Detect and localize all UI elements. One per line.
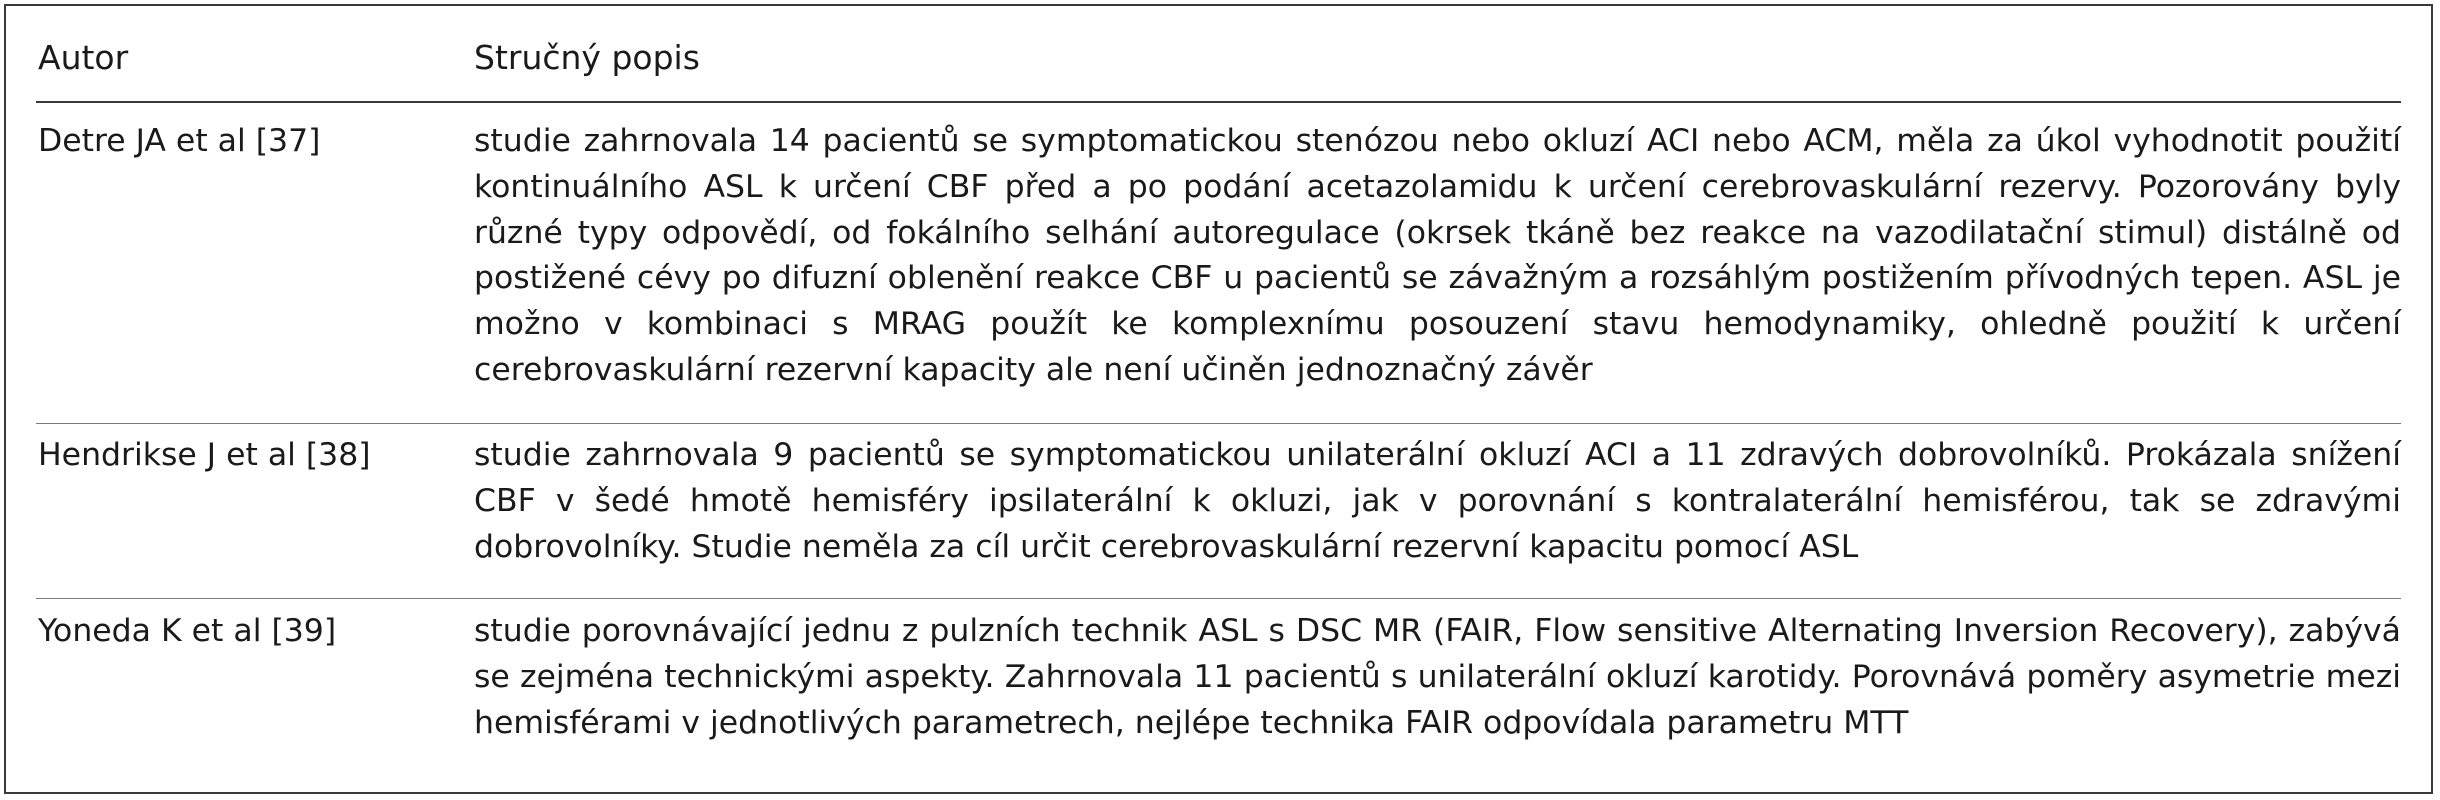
- row-description: studie zahrnovala 14 pacientů se symptomatickou stenózou nebo okluzí ACI nebo ACM, měla za úkol vyhodnotit použití kontinuálního ASL k určení CBF před a po podání acetazolamidu k určení cerebrovaskulární rezervy. Pozorovány byly různé typy odpovědí, od fokálního selhání autoregulace (okrsek tkáně bez reakce na vazodilatační stimul) distálně od postižené cévy po difuzní oblenění reakce CBF u pacientů se závažným a rozsáhlým postižením přívodných tepen. ASL je možno v kombinaci s MRAG použít ke komplexnímu posouzení stavu hemodynamiky, ohledně použití k určení cerebrovaskulární rezervní kapacity ale není učiněn jednoznačný závěr: [474, 123, 2401, 388]
- row-divider: [36, 423, 2401, 424]
- row-description: studie porovnávající jednu z pulzních technik ASL s DSC MR (FAIR, Flow sensitive Alternating Inversion Recovery), zabývá se zejména technickými aspekty. Zahrnovala 11 pacientů s unilaterální okluzí karotidy. Porovnává poměry asymetrie mezi hemisférami v jednotlivých parametrech, nejlépe technika FAIR odpovídala parametru MTT: [474, 613, 2401, 741]
- row-author: Detre JA et al [37]: [38, 123, 321, 159]
- row-description: studie zahrnovala 9 pacientů se symptomatickou unilaterální okluzí ACI a 11 zdravých dobrovolníků. Prokázala snížení CBF v šedé hmotě hemisféry ipsilaterální k okluzi, jak v porovnání s kontralaterální hemisférou, tak se zdravými dobrovolníky. Studie neměla za cíl určit cerebrovaskulární rezervní kapacitu pomocí ASL: [474, 437, 2401, 565]
- table-header-row: [36, 6, 2401, 103]
- row-author: Hendrikse J et al [38]: [38, 437, 371, 473]
- row-divider: [36, 598, 2401, 599]
- table-frame: [4, 4, 2433, 794]
- row-author: Yoneda K et al [39]: [38, 613, 337, 649]
- column-header-author: Autor: [38, 38, 129, 77]
- column-header-description: Stručný popis: [474, 38, 700, 77]
